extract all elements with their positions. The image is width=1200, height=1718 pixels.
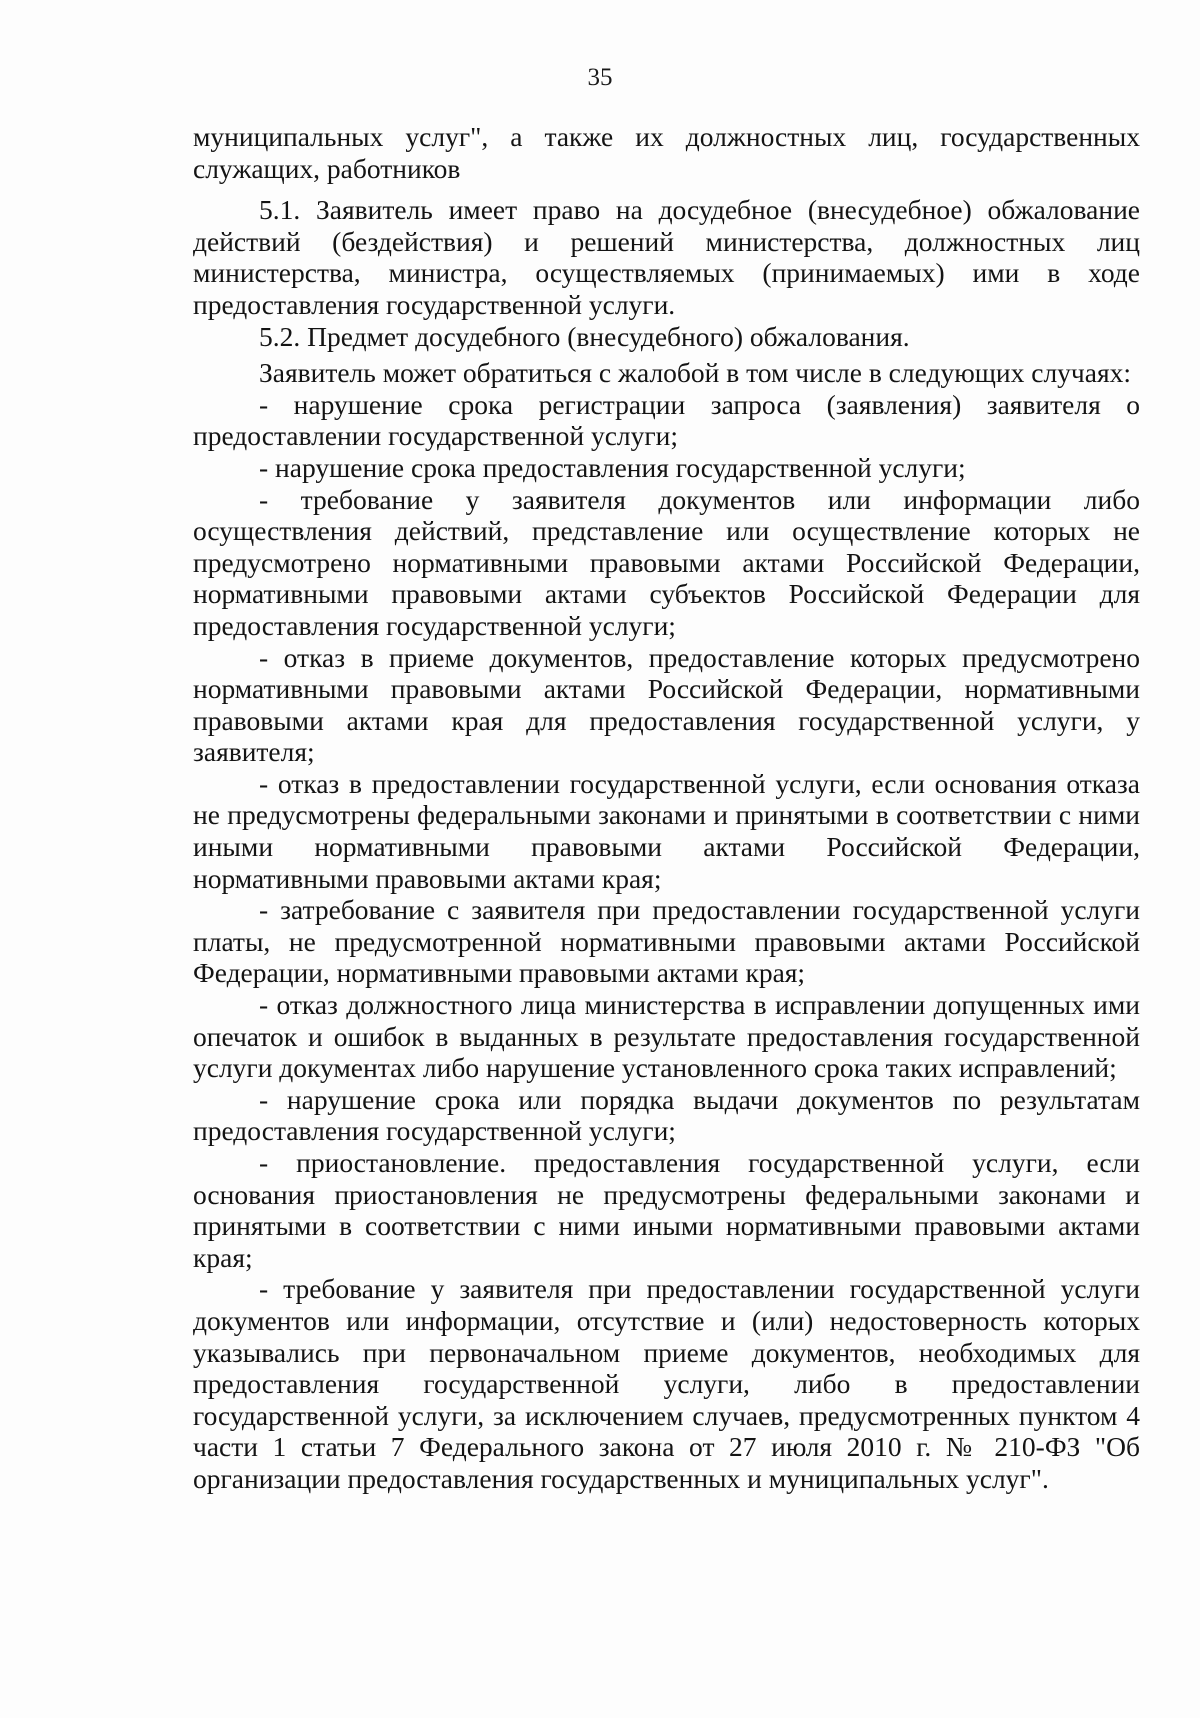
- paragraph-heading-continuation: муниципальных услуг", а также их должностных лиц, государственных служащих, работников: [193, 121, 1140, 184]
- list-item: - требование у заявителя при предоставлении государственной услуги документов или информации, отсутствие и (или) недостоверность которых указывались при первоначальном приеме документов, необходимых для предоставления государственной услуги, либо в предоставлении государственной услуги, за исключением случаев, предусмотренных пунктом 4 части 1 статьи 7 Федерального закона от 27 июля 2010 г. № 210-ФЗ "Об организации предоставления государственных и муниципальных услуг".: [193, 1273, 1140, 1494]
- paragraph-5-1: 5.1. Заявитель имеет право на досудебное (внесудебное) обжалование действий (бездействия) и решений министерства, должностных лиц министерства, министра, осуществляемых (принимаемых) ими в ходе предоставления государственной услуги.: [193, 194, 1140, 320]
- list-item: - отказ должностного лица министерства в исправлении допущенных ими опечаток и ошибок в выданных в результате предоставления государственной услуги документах либо нарушение установленного срока таких исправлений;: [193, 989, 1140, 1084]
- list-item: - требование у заявителя документов или информации либо осуществления действий, представление или осуществление которых не предусмотрено нормативными правовыми актами Российской Федерации, нормативными правовыми актами субъектов Российской Федерации для предоставления государственной услуги;: [193, 483, 1140, 641]
- page-number: 35: [587, 64, 613, 91]
- list-item: - приостановление. предоставления государственной услуги, если основания приостановления не предусмотрены федеральными законами и принятыми в соответствии с ними иными нормативными правовыми актами края;: [193, 1147, 1140, 1273]
- paragraph-complaint-cases: Заявитель может обратиться с жалобой в том числе в следующих случаях:: [259, 357, 1132, 389]
- document-body: [193, 121, 1140, 1495]
- list-item: - нарушение срока или порядка выдачи документов по результатам предоставления государственной услуги;: [193, 1083, 1140, 1147]
- list-item: - затребование с заявителя при предоставлении государственной услуги платы, не предусмотренной нормативными правовыми актами Российской Федерации, нормативными правовыми актами края;: [193, 894, 1140, 989]
- list-item: - нарушение срока регистрации запроса (заявления) заявителя о предоставлении государственной услуги;: [193, 388, 1140, 452]
- list-item: - отказ в предоставлении государственной услуги, если основания отказа не предусмотрены федеральными законами и принятыми в соответствии с ними иными нормативными правовыми актами Российской Федерации, нормативными правовыми актами края;: [193, 767, 1140, 894]
- list-item: - нарушение срока предоставления государственной услуги;: [259, 451, 966, 483]
- paragraph-5-2: 5.2. Предмет досудебного (внесудебного) обжалования.: [259, 320, 910, 352]
- list-item: - отказ в приеме документов, предоставление которых предусмотрено нормативными правовыми актами Российской Федерации, нормативными правовыми актами края для предоставления государственной услуги, у заявителя;: [193, 641, 1140, 768]
